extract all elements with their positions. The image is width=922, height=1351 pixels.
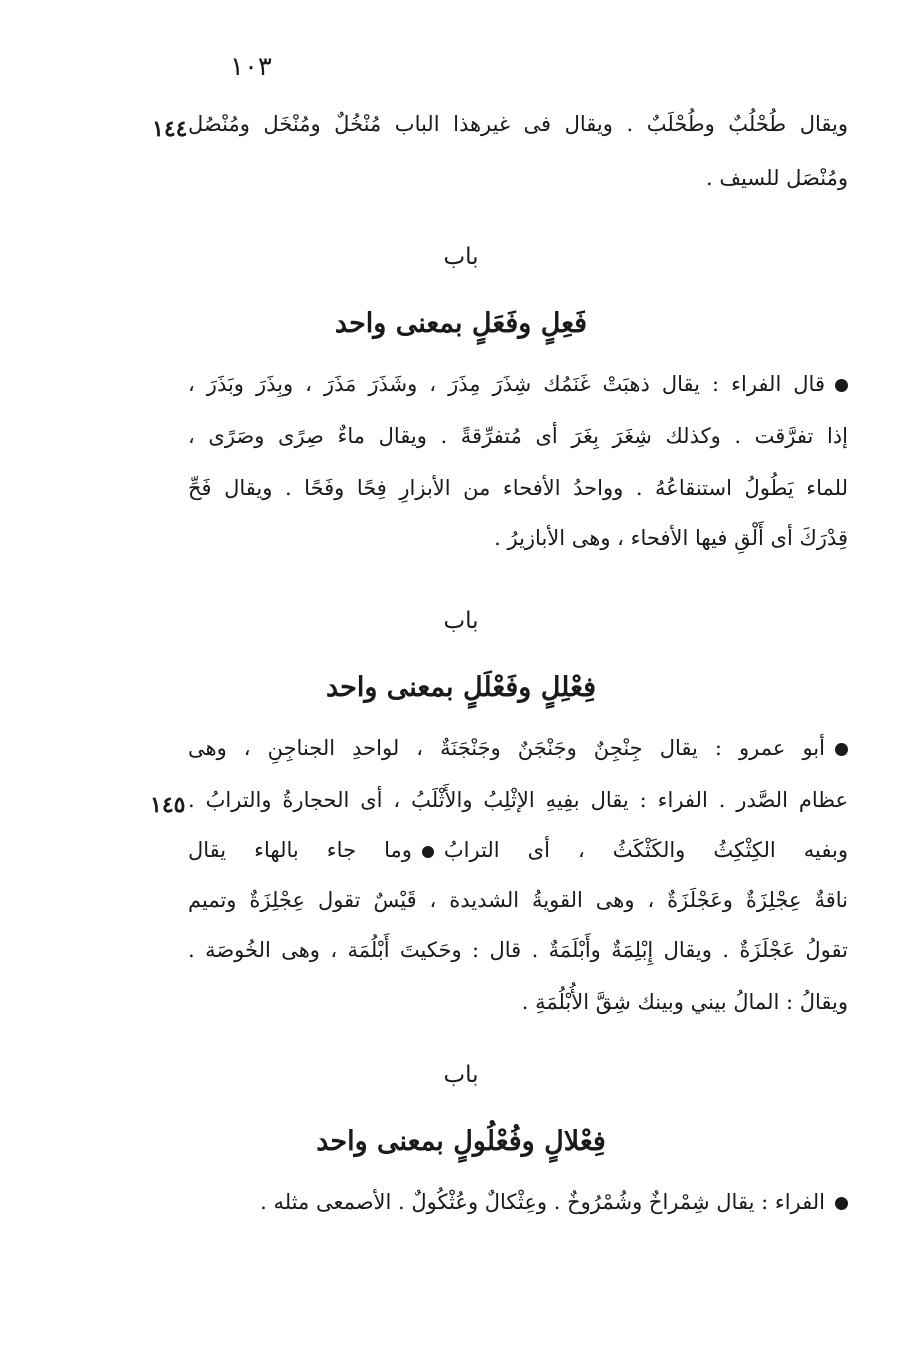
section-1-bab: باب [443, 244, 479, 270]
intro-line-2: ومُنْصَل للسيف . [705, 166, 848, 190]
bullet-icon [422, 846, 434, 858]
section-2-line-3b: وما جاء بالهاء يقال [188, 838, 412, 862]
section-2-line-6: ويقالُ : المالُ بيني وبينك شِقَّ الأُبْلُمَةِ . [521, 990, 848, 1014]
section-3-bab: باب [443, 1062, 479, 1088]
margin-number-144: ١٤٤ [152, 116, 188, 142]
section-1-line-3: للماء يَطُولُ استنقاعُهُ . وواحدُ الأفحاء من الأبزارِ فِحًا وفَحًا . ويقال فَحِّ [188, 476, 848, 500]
page-number: ١٠٣ [230, 52, 272, 82]
bullet-icon [835, 379, 848, 392]
section-1-line-1-text: قال الفراء : يقال ذهبَتْ غَنَمُك شِذَرَ مِذَرَ ، وشَذَرَ مَذَرَ ، وبِذَرَ وبَذَرَ ، [188, 372, 825, 396]
section-2-line-1 [188, 736, 848, 760]
section-2-line-5: تقولُ عَجْلَزَةٌ . ويقال إِبْلِمَةٌ وأَبْلَمَةٌ . قال : وحَكيتَ أَبْلُمَة ، وهى الخُوصَة . [188, 938, 848, 962]
section-2-line-2: عظام الصَّدر . الفراء : يقال بفِيهِ الإثْلِبُ والأَثْلَبُ ، أى الحجارةُ والترابُ . [188, 788, 848, 812]
section-1-line-2: إذا تفرَّقت . وكذلك شِغَرَ بِغَرَ أى مُتفرِّقةً . ويقال ماءٌ صِرًى وصَرًى ، [188, 424, 848, 448]
section-1-title: فَعِلٍ وفَعَلٍ بمعنى واحد [334, 308, 588, 339]
section-3-title: فِعْلالٍ وفُعْلُولٍ بمعنى واحد [316, 1126, 606, 1157]
intro-line-1: ويقال طُحْلُبٌ وطُحْلَبٌ . ويقال فى غيرهذا الباب مُنْخُلٌ ومُنْخَل ومُنْصُل [188, 112, 848, 136]
margin-number-145: ١٤٥ [150, 792, 186, 818]
section-3-line-1 [260, 1190, 848, 1214]
section-2-bab: باب [443, 608, 479, 634]
section-1-line-4: قِدْرَكَ أى أَلْقِ فيها الأفحاء ، وهى الأبازيرُ . [494, 526, 848, 550]
section-2-line-4: ناقةٌ عِجْلِزَةٌ وعَجْلَزَةٌ ، وهى القويةُ الشديدة ، قَيْسٌ تقول عِجْلِزَةٌ وتميم [188, 888, 848, 912]
section-2-line-1-text: أبو عمرو : يقال جِنْجِنٌ وجَنْجَنٌ وجَنْجَنَةٌ ، لواحدِ الجناجِنِ ، وهى [188, 736, 825, 760]
section-2-title: فِعْلِلٍ وفَعْلَلٍ بمعنى واحد [325, 672, 597, 703]
bullet-icon [835, 1197, 848, 1210]
section-2-line-3a: وبفيه الكِثْكِثُ والكَثْكَثُ ، أى الترابُ [443, 838, 848, 862]
section-3-line-1-text: الفراء : يقال شِمْراخٌ وشُمْرُوخٌ . وعِثْكالٌ وعُثْكُولٌ . الأصمعى مثله . [260, 1190, 825, 1214]
section-2-line-3 [188, 838, 848, 862]
section-1-line-1 [188, 372, 848, 396]
bullet-icon [835, 743, 848, 756]
